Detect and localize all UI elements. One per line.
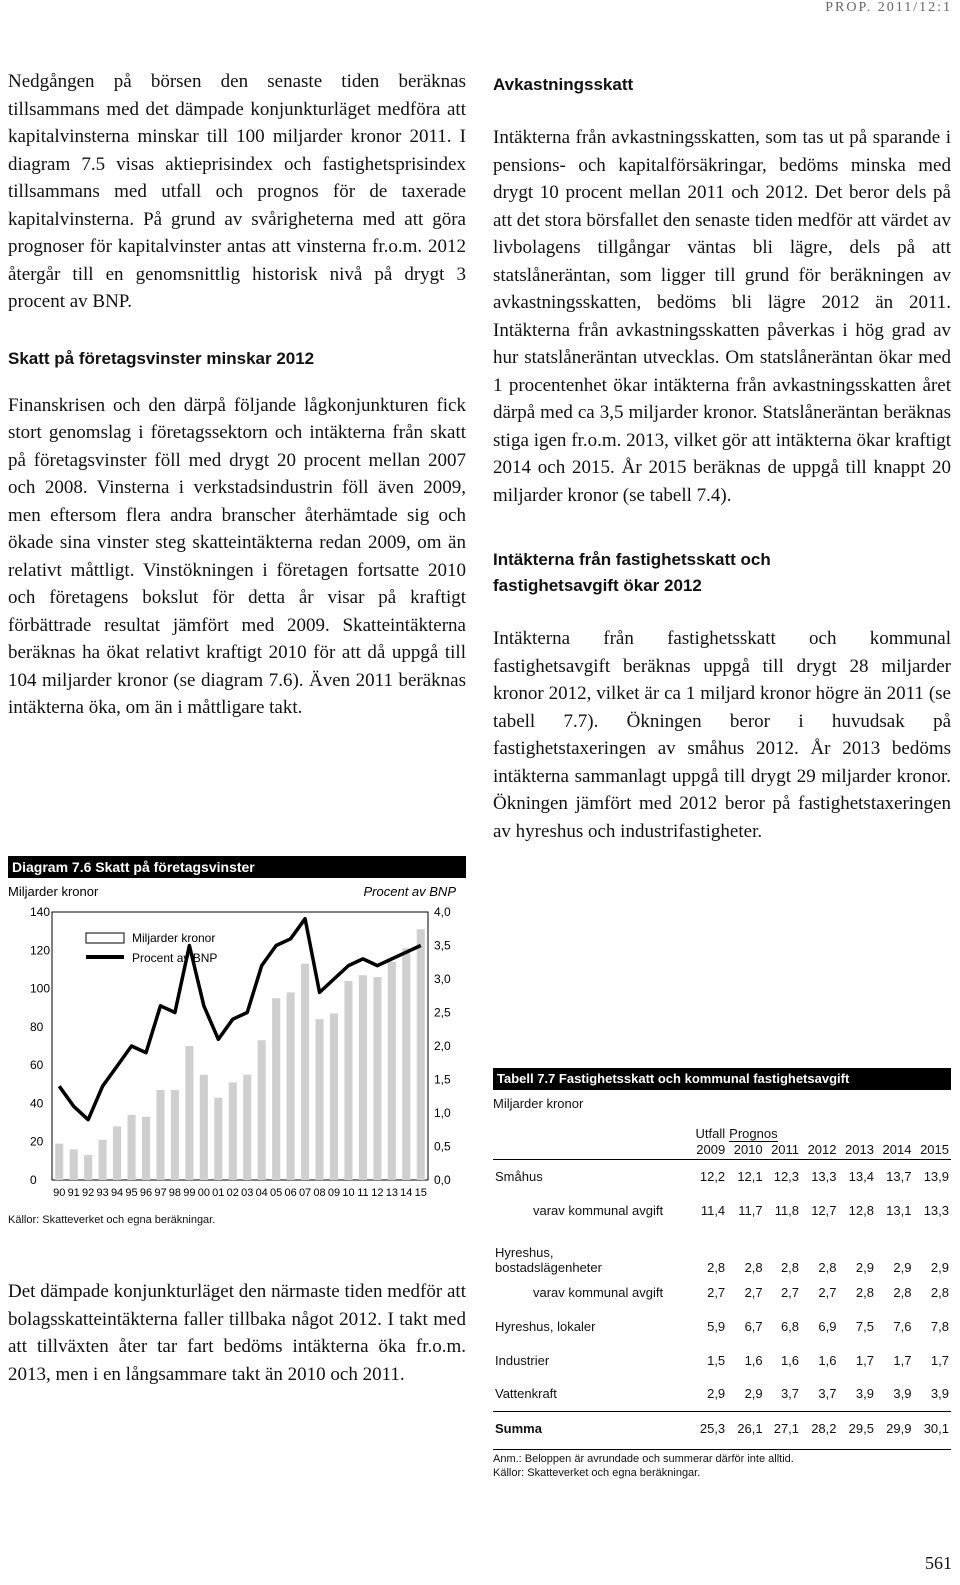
table-cell: 2,8 [780, 1260, 800, 1275]
header-reference: PROP. 2011/12:1 [825, 0, 952, 15]
x-tick-label: 12 [371, 1187, 384, 1199]
table-row [493, 1159, 951, 1193]
table-row [493, 1193, 951, 1227]
x-tick-label: 04 [255, 1187, 268, 1199]
y-left-tick-label: 140 [30, 905, 51, 919]
bar-04 [258, 1040, 266, 1180]
y-left-tick-label: 0 [30, 1173, 37, 1187]
plot-frame [52, 912, 428, 1180]
x-tick-label: 94 [110, 1187, 124, 1199]
x-tick-label: 03 [241, 1187, 254, 1199]
table-cell: 6,8 [780, 1318, 800, 1334]
table-cell: 12,1 [737, 1168, 763, 1184]
table-cell: 6,7 [744, 1318, 763, 1334]
table-cell: 26,1 [737, 1420, 763, 1436]
table-cell: 2,9 [744, 1386, 763, 1402]
table-cell: 6,9 [818, 1318, 837, 1334]
x-tick-label: 11 [357, 1187, 369, 1199]
table-cell: 1,6 [818, 1352, 837, 1368]
y-left-tick-label: 60 [30, 1058, 44, 1073]
table-source: Källor: Skatteverket och egna beräkningar. [493, 1467, 701, 1479]
chart-source: Källor: Skatteverket och egna beräkningar. [8, 1214, 216, 1226]
paragraph-property-tax: Intäkterna från fastighetsskatt och kommunal fastighetsavgift beräknas uppgå till drygt 28 miljarder kronor 2012, vilket är ca 1 miljard kronor högre än 2011 (se tabell 7.7). Ökningen beror i huvudsak på fastighetstaxeringen av småhus 2012. År 2013 bedöms intäkterna sammanlagt uppgå till drygt 29 miljarder kronor. Ökningen jämfört med 2012 beror på fastighetstaxeringen av hyreshus och industrifastigheter. [493, 628, 951, 842]
bar-09 [330, 1013, 338, 1180]
x-tick-label: 13 [385, 1187, 398, 1199]
table-row [493, 1343, 951, 1377]
diagram-7-6 [8, 856, 466, 1236]
y-right-tick-label: 2,5 [434, 1005, 451, 1020]
y-left-tick-label: 20 [30, 1134, 44, 1149]
table-cell: 30,1 [923, 1420, 949, 1436]
table-note: Anm.: Beloppen är avrundade och summerar därför inte alltid. [493, 1449, 951, 1465]
row-label: Småhus [495, 1168, 543, 1184]
y-left-tick-label: 40 [30, 1096, 44, 1111]
row-label: Industrier [495, 1352, 550, 1368]
bar-13 [388, 962, 396, 1180]
property-tax-table [493, 1125, 951, 1445]
table-cell: 5,9 [707, 1318, 726, 1334]
paragraph-capital-gains: Nedgången på börsen den senaste tiden beräknas tillsammans med det dämpade konjunkturläget medföra att kapitalvinsterna minskar till 100 miljarder kronor 2011. I diagram 7.5 visas aktieprisindex och fastighetsprisindex tillsammans med utfall och prognos för de taxerade kapitalvinsterna. På grund av svårigheterna med att göra prognoser för kapitalvinster antas att vinsterna fr.o.m. 2012 återgår till en genomsnittlig historisk nivå på drygt 3 procent av BNP. [8, 71, 466, 312]
row-label: varav kommunal avgift [533, 1284, 664, 1300]
table-cell: 27,1 [773, 1420, 800, 1436]
y-right-tick-label: 4,0 [434, 905, 451, 919]
x-tick-label: 09 [327, 1187, 341, 1199]
table-cell: 7,5 [855, 1318, 874, 1334]
x-tick-label: 90 [53, 1187, 66, 1199]
x-tick-label: 96 [139, 1187, 153, 1199]
x-tick-label: 02 [226, 1187, 239, 1199]
table-cell: 2,8 [744, 1260, 763, 1275]
table-cell: 2,9 [893, 1260, 912, 1275]
legend-bar-label: Miljarder kronor [132, 931, 216, 945]
table-cell: 2,9 [930, 1260, 949, 1275]
header-prognos: Prognos [729, 1125, 778, 1141]
table-unit: Miljarder kronor [493, 1096, 584, 1111]
bar-96 [142, 1117, 150, 1180]
y-right-tick-label: 1,5 [434, 1072, 451, 1087]
table-cell: 13,9 [923, 1168, 949, 1184]
table-row [493, 1227, 951, 1275]
x-tick-label: 15 [414, 1187, 427, 1199]
y-right-tick-label: 0,5 [434, 1139, 451, 1154]
x-tick-label: 06 [284, 1187, 297, 1199]
bar-97 [156, 1090, 164, 1180]
bar-12 [373, 977, 381, 1180]
bar-98 [171, 1090, 179, 1180]
x-tick-label: 07 [298, 1187, 312, 1199]
bar-08 [315, 1019, 323, 1180]
table-cell: 2,9 [855, 1260, 874, 1275]
y-right-tick-label: 1,0 [434, 1106, 451, 1120]
x-tick-label: 14 [400, 1187, 413, 1199]
bar-95 [127, 1115, 135, 1180]
y-right-tick-label: 3,5 [434, 938, 451, 953]
x-tick-label: 98 [168, 1187, 182, 1199]
table-cell: 28,2 [811, 1420, 837, 1436]
heading-corporate-tax: Skatt på företagsvinster minskar 2012 [8, 348, 315, 368]
table-cell: 3,7 [780, 1386, 800, 1402]
paragraph-yield-tax: Intäkterna från avkastningsskatten, som tas ut på sparande i pensions- och kapitalförsäkringar, bedöms minska med drygt 10 procent mellan 2011 och 2012. Det beror dels på att det stora börsfallet den senaste tiden medför att värdet av livbolagens tillgångar väntas bli lägre, dels på att statslåneräntan, som ligger till grund för beräkningen av avkastningsskatten, bedöms bli lägre 2012 än 2011. Intäkterna från avkastningsskatten påverkas i hög grad av hur statslåneräntan utvecklas. Om statslåneräntan ökar med 1 procentenhet ökar intäkterna från avkastningsskatten året därpå med ca 3,5 miljarder kronor. Statslåneräntan beräknas stiga igen fr.o.m. 2013, vilket gör att intäkterna ökar kraftigt 2014 och 2015. År 2015 beräknas de uppgå till knappt 20 miljarder kronor (se tabell 7.4). [493, 127, 951, 506]
table-cell: 12,2 [699, 1168, 726, 1184]
x-tick-label: 05 [270, 1187, 283, 1199]
x-tick-label: 91 [67, 1187, 80, 1199]
table-cell: 7,8 [930, 1318, 949, 1334]
table-cell: 25,3 [699, 1420, 726, 1436]
table-cell: 2,7 [707, 1284, 726, 1300]
bar-14 [402, 948, 410, 1180]
bar-03 [243, 1075, 251, 1180]
y-left-tick-label: 100 [30, 981, 51, 996]
x-tick-label: 00 [197, 1187, 210, 1199]
table-cell: 7,6 [893, 1318, 912, 1334]
year-header: 2011 [771, 1142, 800, 1158]
bar-11 [359, 975, 367, 1180]
table-cell: 29,9 [886, 1420, 912, 1436]
row-label: Vattenkraft [495, 1386, 557, 1402]
table-cell: 13,3 [811, 1168, 837, 1184]
bar-06 [287, 992, 295, 1180]
year-header: 2013 [845, 1142, 874, 1158]
bar-02 [229, 1082, 237, 1180]
heading-property-tax: Intäkterna från fastighetsskatt och fastighetsavgift ökar 2012 [493, 550, 771, 595]
paragraph-outlook: Det dämpade konjunkturläget den närmaste tiden medför att bolagsskatteintäkterna faller tillbaka något 2012. I takt med att tillväxten åter tar fart bedöms intäkterna öka fr.o.m. 2013, men i en långsammare takt än 2010 och 2011. [8, 1281, 466, 1385]
year-header: 2014 [882, 1142, 912, 1158]
table-cell: 13,4 [848, 1168, 874, 1184]
row-label: Hyreshus, bostadslägenheter [495, 1245, 602, 1275]
table-cell: 2,8 [893, 1284, 912, 1300]
table-cell: 2,8 [707, 1260, 726, 1275]
table-cell: 1,7 [855, 1352, 874, 1368]
chart-svg [8, 878, 466, 1218]
bar-00 [200, 1075, 208, 1180]
y-right-tick-label: 2,0 [434, 1039, 451, 1053]
y-right-tick-label: 0,0 [434, 1173, 451, 1187]
page-number: 561 [925, 1553, 952, 1573]
x-tick-label: 99 [183, 1187, 196, 1199]
table-cell: 2,9 [707, 1386, 726, 1402]
left-bottom [8, 1278, 466, 1388]
table-cell: 3,9 [930, 1386, 949, 1402]
bar-15 [417, 929, 425, 1180]
table-cell: 13,1 [886, 1202, 912, 1218]
table-cell: 2,8 [855, 1284, 874, 1300]
table-row [493, 1411, 951, 1445]
bar-91 [70, 1149, 78, 1180]
x-tick-label: 10 [342, 1187, 355, 1199]
bar-05 [272, 998, 280, 1180]
table-row [493, 1275, 951, 1309]
table-cell: 29,5 [848, 1420, 874, 1436]
table-row [493, 1377, 951, 1411]
table-cell: 11,7 [738, 1202, 763, 1218]
bar-99 [185, 1046, 193, 1180]
table-cell: 12,3 [773, 1168, 800, 1184]
table-cell: 1,6 [744, 1352, 763, 1368]
year-header: 2012 [807, 1142, 837, 1158]
x-tick-label: 93 [96, 1187, 109, 1199]
y-right-tick-label: 3,0 [434, 972, 451, 986]
x-tick-label: 97 [154, 1187, 167, 1199]
bar-01 [214, 1098, 222, 1180]
left-column [8, 68, 466, 722]
table-cell: 13,7 [886, 1168, 912, 1184]
legend-bar-swatch [86, 933, 124, 943]
header-utfall: Utfall [695, 1125, 726, 1141]
year-header: 2009 [696, 1142, 726, 1158]
table-cell: 11,8 [774, 1202, 800, 1218]
bar-92 [84, 1155, 92, 1180]
table-cell: 2,8 [818, 1260, 837, 1275]
table-cell: 1,6 [780, 1352, 800, 1368]
row-label: Hyreshus, lokaler [495, 1318, 596, 1334]
table-cell: 11,4 [700, 1202, 726, 1218]
x-tick-label: 08 [313, 1187, 326, 1199]
table-cell: 12,8 [848, 1202, 874, 1218]
table-cell: 12,7 [811, 1202, 837, 1218]
x-tick-label: 01 [212, 1187, 225, 1199]
chart-legend [86, 931, 217, 965]
bar-10 [344, 981, 352, 1180]
x-tick-label: 92 [82, 1187, 95, 1199]
x-tick-label: 95 [125, 1187, 138, 1199]
chart-right-unit: Procent av BNP [363, 884, 456, 899]
table-cell: 13,3 [923, 1202, 949, 1218]
year-header: 2010 [733, 1142, 763, 1158]
bar-90 [55, 1144, 63, 1180]
table-cell: 2,7 [818, 1284, 837, 1300]
y-left-tick-label: 120 [30, 943, 51, 958]
table-cell: 2,8 [930, 1284, 949, 1300]
row-label: Summa [495, 1420, 542, 1436]
paragraph-corporate-tax: Finanskrisen och den därpå följande lågkonjunkturen fick stort genomslag i företagssektorn och intäkterna från skatt på företagsvinster föll med drygt 20 procent mellan 2007 och 2008. Vinsterna i verkstadsindustrin föll även 2009, men eftersom flera andra branscher återhämtade sig och ökade sina vinster steg skatteintäkterna redan 2009, om än relativt måttligt. Vinstökningen i företagen fortsatte 2010 och företagens bokslut för detta år visar på kraftigt förbättrade resultat jämfört med 2009. Skatteintäkterna beräknas ha ökat relativt kraftigt 2010 för att då uppgå till 104 miljarder kronor (se diagram 7.6). Även 2011 beräknas intäkterna öka, om än i måttligare takt. [8, 394, 466, 718]
chart-title: Diagram 7.6 Skatt på företagsvinster [8, 856, 466, 878]
right-column [493, 72, 951, 845]
table-7-7 [493, 1068, 951, 1479]
legend-line-label: Procent av BNP [132, 951, 218, 965]
table-cell: 1,5 [707, 1352, 726, 1368]
table-cell: 2,7 [744, 1284, 763, 1300]
row-label: varav kommunal avgift [533, 1202, 664, 1218]
year-header: 2015 [920, 1142, 949, 1158]
table-cell: 1,7 [930, 1352, 949, 1368]
table-row [493, 1309, 951, 1343]
bar-07 [301, 964, 309, 1180]
table-cell: 3,7 [818, 1386, 837, 1402]
table-cell: 1,7 [893, 1352, 912, 1368]
heading-yield-tax: Avkastningsskatt [493, 75, 634, 94]
chart-left-unit: Miljarder kronor [8, 884, 99, 899]
table-title: Tabell 7.7 Fastighetsskatt och kommunal fastighetsavgift [493, 1068, 951, 1090]
bar-94 [113, 1126, 121, 1180]
table-cell: 3,9 [893, 1386, 912, 1402]
bar-93 [99, 1140, 107, 1180]
y-left-tick-label: 80 [30, 1019, 44, 1034]
table-cell: 2,7 [780, 1284, 800, 1300]
table-cell: 3,9 [855, 1386, 874, 1402]
